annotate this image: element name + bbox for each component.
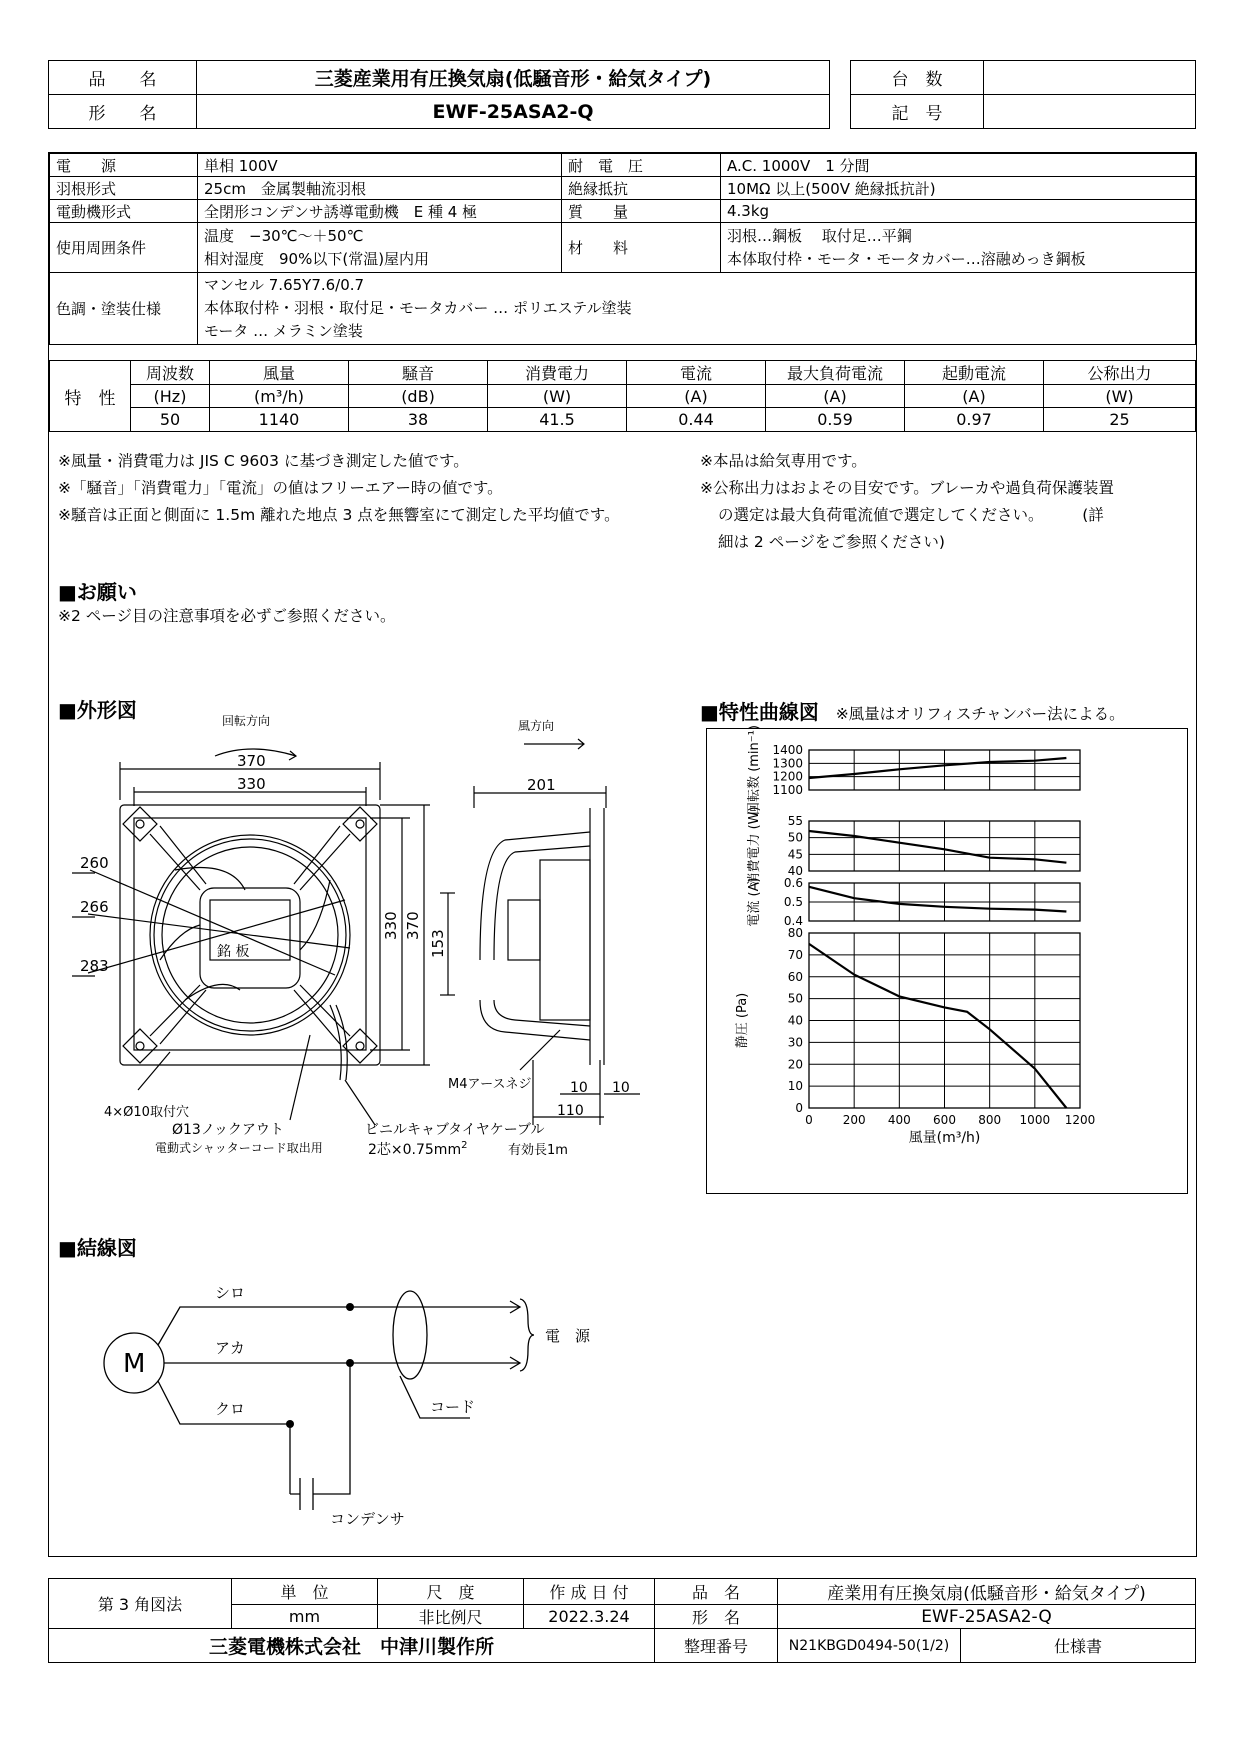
color-line3: モータ … メラミン塗装 — [204, 322, 363, 340]
note-line: ※騒音は正面と側面に 1.5m 離れた地点 3 点を無響室にて測定した平均値です。 — [58, 506, 620, 524]
date-value: 2022.3.24 — [524, 1605, 655, 1629]
model-label-footer: 形 名 — [655, 1605, 778, 1629]
chart-y-tick-label: 40 — [787, 864, 803, 878]
name-label: 品 名 — [655, 1579, 778, 1605]
note-line: 細は 2 ページをご参照ください) — [718, 533, 945, 551]
chart-y-tick-label: 1300 — [772, 756, 803, 771]
note-line: ※公称出力はおよその目安です。ブレーカや過負荷保護装置 — [700, 479, 1114, 497]
chart-y-tick-label: 0.4 — [783, 914, 803, 928]
chart-y-tick-label: 0.6 — [783, 876, 803, 890]
request-text: ※2 ページ目の注意事項を必ずご参照ください。 — [58, 607, 396, 625]
chart-series-line — [809, 944, 1066, 1108]
chart-y-tick-label: 1400 — [772, 743, 803, 757]
chart-y-tick-label: 1200 — [772, 769, 803, 784]
note-line: の選定は最大負荷電流値で選定してください。 (詳 — [718, 506, 1104, 524]
dim-370-top: 370 — [237, 752, 266, 770]
model-name: EWF-25ASA2-Q — [197, 95, 830, 129]
dim-201: 201 — [527, 776, 556, 794]
chart-y-tick-label: 30 — [787, 1035, 803, 1050]
chart-y-tick-label: 0 — [795, 1101, 803, 1115]
curve-note: ※風量はオリフィスチャンバー法による。 — [835, 705, 1125, 723]
dim-153: 153 — [429, 929, 447, 958]
nameplate-label: 銘 板 — [217, 944, 250, 960]
note-line: ※風量・消費電力は JIS C 9603 に基づき測定した値です。 — [58, 452, 469, 470]
chart-y-tick-label: 20 — [787, 1057, 803, 1072]
char-header: 消費電力 — [488, 361, 627, 385]
chart-series-line — [809, 887, 1066, 912]
char-header: 風量 — [210, 361, 349, 385]
char-value: 0.97 — [905, 408, 1044, 432]
diameter-283: 283 — [80, 957, 109, 975]
wiring-title: ■結線図 — [58, 1236, 137, 1260]
ref-label: 整理番号 — [655, 1629, 778, 1663]
chart-y-tick-label: 70 — [787, 947, 803, 962]
chart-y-axis-label: 消費電力 (W) — [747, 806, 762, 886]
color-line2: 本体取付枠・羽根・取付足・モータカバー … ポリエステル塗装 — [204, 299, 632, 317]
char-unit: (A) — [627, 385, 766, 408]
motor-value: 全閉形コンデンサ誘導電動機 E 種 4 極 — [198, 200, 562, 223]
dim-110: 110 — [557, 1103, 584, 1119]
char-value: 41.5 — [488, 408, 627, 432]
chart-x-tick-label: 200 — [842, 1113, 866, 1127]
chart-y-axis-label: 静圧 (Pa) — [735, 992, 750, 1049]
motor-symbol: M — [123, 1349, 146, 1379]
note-line: ※「騒音」「消費電力」「電流」の値はフリーエアー時の値です。 — [58, 479, 503, 497]
char-header: 電流 — [627, 361, 766, 385]
withstand-value: A.C. 1000V 1 分間 — [721, 154, 1196, 177]
chart-y-tick-label: 50 — [787, 830, 803, 845]
dim-370-side: 370 — [404, 911, 422, 940]
diameter-266: 266 — [80, 898, 109, 916]
char-unit: (A) — [905, 385, 1044, 408]
power-source-label: 電 源 — [545, 1327, 591, 1345]
scale-value: 非比例尺 — [378, 1605, 524, 1629]
char-value: 38 — [349, 408, 488, 432]
scale-label: 尺 度 — [378, 1579, 524, 1605]
product-label: 品 名 — [49, 61, 197, 95]
model-footer: EWF-25ASA2-Q — [778, 1605, 1196, 1629]
doc-type: 仕様書 — [961, 1629, 1196, 1663]
dim-10b: 10 — [612, 1080, 630, 1096]
color-line1: マンセル 7.65Y7.6/0.7 — [204, 276, 365, 294]
unit-label: 単 位 — [232, 1579, 378, 1605]
mass-label: 質 量 — [562, 200, 721, 223]
wind-dir-label: 風方向 — [518, 719, 555, 733]
chart-y-tick-label: 55 — [787, 814, 803, 828]
env-temp: 温度 −30℃～＋50℃ — [204, 226, 364, 245]
chart-x-tick-label: 600 — [933, 1113, 956, 1127]
chart-y-tick-label: 40 — [787, 1013, 803, 1028]
knockout-note: 電動式シャッターコード取出用 — [155, 1141, 323, 1155]
notes-right — [700, 448, 1195, 556]
chart-y-tick-label: 45 — [787, 847, 803, 862]
power-value: 単相 100V — [198, 154, 562, 177]
cable-label: ビニルキャブタイヤケーブル — [365, 1122, 545, 1138]
wire-white-label: シロ — [215, 1284, 246, 1302]
outline-title: ■外形図 — [58, 698, 137, 722]
char-value: 50 — [131, 408, 210, 432]
env-label: 使用周囲条件 — [50, 223, 198, 273]
withstand-label: 耐 電 圧 — [562, 154, 721, 177]
char-label: 特 性 — [50, 361, 131, 432]
mark-label: 記 号 — [851, 95, 984, 129]
chart-x-tick-label: 400 — [887, 1113, 911, 1127]
blade-label: 羽根形式 — [50, 177, 198, 200]
char-value: 1140 — [210, 408, 349, 432]
dim-330-side: 330 — [382, 911, 400, 940]
cable-spec: 2芯$\times 0.75mm^2$ — [368, 1140, 468, 1158]
motor-label: 電動機形式 — [50, 200, 198, 223]
unit-value: mm — [232, 1605, 378, 1629]
model-label: 形 名 — [49, 95, 197, 129]
char-header: 起動電流 — [905, 361, 1044, 385]
cord-label: コード — [430, 1398, 476, 1416]
chart-x-tick-label: 0 — [805, 1113, 813, 1127]
characteristic-chart — [706, 725, 1188, 1194]
title-block — [48, 1578, 1196, 1663]
material-line2: 本体取付枠・モータ・モータカバー…溶融めっき鋼板 — [727, 249, 1086, 268]
char-header: 最大負荷電流 — [766, 361, 905, 385]
chart-series-line — [809, 758, 1066, 778]
char-unit: (A) — [766, 385, 905, 408]
dim-330-top: 330 — [237, 775, 266, 793]
chart-y-tick-label: 10 — [787, 1079, 803, 1094]
wire-black-label: クロ — [215, 1400, 246, 1418]
wiring-diagram — [0, 0, 700, 1528]
char-unit: (m³/h) — [210, 385, 349, 408]
color-label: 色調・塗装仕様 — [50, 273, 198, 345]
capacitor-label: コンデンサ — [330, 1510, 405, 1528]
env-humidity: 相対湿度 90%以下(常温)屋内用 — [204, 249, 430, 268]
diameter-260: 260 — [80, 854, 109, 872]
char-unit: (W) — [1044, 385, 1196, 408]
chart-y-tick-label: 50 — [787, 991, 803, 1006]
curve-title: ■特性曲線図 — [700, 700, 819, 724]
mount-holes-label: 4×Ø10取付穴 — [104, 1105, 189, 1120]
material-label: 材 料 — [562, 223, 721, 273]
rotation-label: 回転方向 — [222, 714, 271, 728]
projection-label: 第 3 角図法 — [49, 1579, 232, 1629]
chart-series-line — [809, 831, 1066, 863]
blade-value: 25cm 金属製軸流羽根 — [198, 177, 562, 200]
chart-y-tick-label: 0.5 — [783, 895, 803, 909]
chart-y-axis-label: 電流 (A) — [747, 877, 762, 927]
char-value: 0.59 — [766, 408, 905, 432]
power-label: 電 源 — [50, 154, 198, 177]
mark-value — [984, 95, 1196, 129]
char-unit: (dB) — [349, 385, 488, 408]
mass-value: 4.3kg — [721, 200, 1196, 223]
char-header: 公称出力 — [1044, 361, 1196, 385]
char-header: 周波数 — [131, 361, 210, 385]
material-line1: 羽根…鋼板 取付足…平鋼 — [727, 226, 912, 245]
company-name: 三菱電機株式会社 中津川製作所 — [49, 1629, 655, 1663]
char-value: 25 — [1044, 408, 1196, 432]
ref-number: N21KBGD0494-50(1/2) — [778, 1629, 961, 1663]
qty-value — [984, 61, 1196, 95]
earth-screw-label: M4アースネジ — [448, 1077, 532, 1092]
chart-y-axis-label: 回転数 (min⁻¹) — [747, 725, 762, 815]
insulation-label: 絶縁抵抗 — [562, 177, 721, 200]
insulation-value: 10MΩ 以上(500V 絶縁抵抗計) — [721, 177, 1196, 200]
dim-10a: 10 — [570, 1080, 588, 1096]
char-unit: (Hz) — [131, 385, 210, 408]
note-line: ※本品は給気専用です。 — [700, 452, 867, 470]
chart-x-tick-label: 1200 — [1064, 1113, 1096, 1127]
cable-length: 有効長1m — [508, 1143, 568, 1158]
date-label: 作 成 日 付 — [524, 1579, 655, 1605]
knockout-label: Ø13ノックアウト — [172, 1122, 284, 1138]
product-name-footer: 産業用有圧換気扇(低騒音形・給気タイプ) — [778, 1579, 1196, 1605]
char-unit: (W) — [488, 385, 627, 408]
curve-header — [700, 696, 1125, 725]
chart-x-tick-label: 800 — [978, 1113, 1002, 1127]
char-value: 0.44 — [627, 408, 766, 432]
request-title: ■お願い — [58, 580, 137, 604]
chart-y-tick-label: 60 — [787, 969, 803, 984]
chart-y-tick-label: 80 — [787, 926, 803, 940]
chart-y-tick-label: 1100 — [772, 783, 803, 797]
wire-red-label: アカ — [215, 1339, 245, 1357]
qty-table — [850, 60, 1196, 129]
qty-label: 台 数 — [851, 61, 984, 95]
char-header: 騒音 — [349, 361, 488, 385]
product-name: 三菱産業用有圧換気扇(低騒音形・給気タイプ) — [197, 61, 830, 95]
chart-x-axis-label: 風量(m³/h) — [908, 1130, 981, 1146]
chart-x-tick-label: 1000 — [1019, 1113, 1051, 1127]
